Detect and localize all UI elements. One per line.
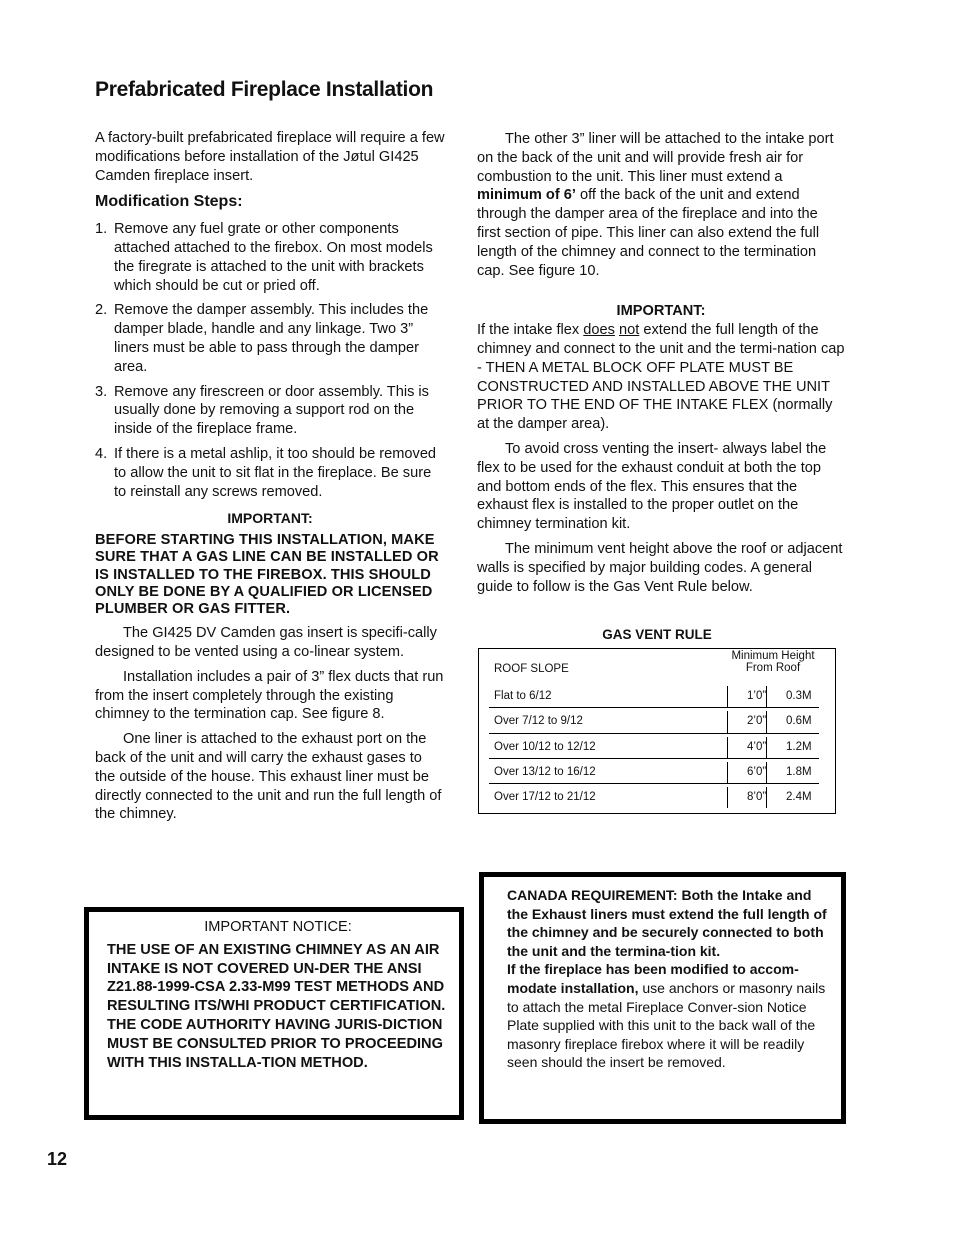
column-divider: [727, 762, 728, 783]
column-divider: [766, 686, 767, 707]
steps-list: [95, 220, 445, 501]
feet-cell: 8’0”: [747, 791, 767, 804]
table-row: [489, 758, 819, 783]
list-item: [95, 301, 445, 376]
list-item: [95, 445, 445, 501]
paragraph: [477, 130, 845, 280]
column-divider: [727, 711, 728, 732]
column-divider: [766, 762, 767, 783]
canada-requirement-box: [479, 872, 846, 1124]
slope-cell: Over 17/12 to 21/12: [494, 791, 596, 804]
meters-cell: 2.4M: [786, 791, 812, 804]
paragraph: [477, 321, 845, 434]
canada-requirement-bold: CANADA REQUIREMENT: Both the Intake and the Exhaust liners must extend the full length of the chimney and be securely connected to both the unit and the termina-tion kit.: [507, 887, 827, 959]
text-run: If the intake flex: [477, 322, 584, 339]
underlined-word: does: [583, 322, 615, 339]
step-number: 2.: [95, 302, 108, 319]
important-notice-box: [84, 907, 464, 1120]
step-number: 1.: [95, 221, 108, 238]
list-item: [95, 383, 445, 439]
meters-cell: 1.2M: [786, 740, 812, 753]
underlined-word: not: [619, 322, 640, 339]
step-text: Remove any fuel grate or other components attached attached to the firebox. On most models the firegrate is attached to the unit with brackets which should be cut or pried off.: [114, 221, 433, 294]
column-header: Minimum Height From Roof: [731, 650, 815, 674]
notice-text: THE USE OF AN EXISTING CHIMNEY AS AN AIR INTAKE IS NOT COVERED UN-DER THE ANSI Z21.88-1999-CSA 2.33-M99 TEST METHODS AND RESULTING ITS/WHI PRODUCT CERTIFICATION. THE CODE AUTHORITY HAVING JURIS-DICTION MUST BE CONSULTED PRIOR TO PROCEEDING WITH THIS INSTALLA-TION METHOD.: [107, 941, 446, 1071]
gas-vent-table: [478, 648, 836, 814]
paragraph: One liner is attached to the exhaust port on the back of the unit and will carry the exhaust gases to the outside of the house. This exhaust liner must be directly connected to the unit and run the full length of the chimney.: [95, 731, 442, 823]
text-run: extend the full length of the chimney and connect to the unit and the termi-nation cap - THEN A METAL BLOCK OFF PLATE MUST BE CONSTRUCTED AND INSTALLED ABOVE THE UNIT PRIOR TO THE END OF THE INTAKE FLEX (normally at the damper area).: [477, 322, 845, 433]
slope-cell: Flat to 6/12: [494, 690, 552, 702]
table-title: GAS VENT RULE: [602, 627, 712, 642]
paragraph: To avoid cross venting the insert- always label the flex to be used for the exhaust conduit at both the top and bottom ends of the flex. This ensures that the exhaust flex is installed to the proper outlet on the chimney termination kit.: [477, 440, 827, 533]
feet-cell: 2’0”: [747, 715, 767, 728]
step-number: 4.: [95, 445, 108, 462]
text-run: The other 3” liner will be attached to the intake port on the back of the unit and will provide fresh air for combustion to the unit. This liner must extend a: [477, 131, 834, 185]
column-divider: [766, 711, 767, 732]
feet-cell: 6’0”: [747, 765, 767, 778]
column-divider: [766, 737, 767, 758]
paragraph: The GI425 DV Camden gas insert is specifi-cally designed to be vented using a co-linear system.: [95, 625, 437, 660]
feet-cell: 1’0”: [747, 690, 767, 702]
slope-cell: Over 10/12 to 12/12: [494, 740, 596, 753]
list-item: [95, 220, 445, 295]
meters-cell: 0.6M: [786, 715, 812, 728]
column-divider: [727, 787, 728, 808]
meters-cell: 1.8M: [786, 765, 812, 778]
right-column: [477, 130, 845, 596]
page-number: 12: [47, 1149, 68, 1169]
column-divider: [766, 787, 767, 808]
text-run: off the back of the unit and extend through the damper area of the fireplace and into the first section of pipe. This liner can also extend the full length of the chimney and connect to the termination cap. See figure 10.: [477, 187, 820, 279]
step-text: Remove any firescreen or door assembly. This is usually done by removing a support rod on the inside of the fireplace frame.: [114, 383, 429, 438]
feet-cell: 4’0”: [747, 740, 767, 753]
intro-paragraph: A factory-built prefabricated fireplace will require a few modifications before installation of the Jøtul GI425 Camden fireplace insert.: [95, 130, 445, 184]
column-header: ROOF SLOPE: [494, 663, 569, 675]
step-number: 3.: [95, 383, 108, 400]
modified-fireplace-bold: If the fireplace has been modified to accom-modate installation,: [507, 961, 799, 996]
important-heading: IMPORTANT:: [616, 303, 706, 320]
table-row: [489, 707, 819, 732]
important-heading: IMPORTANT:: [227, 510, 313, 527]
paragraph: The minimum vent height above the roof or adjacent walls is specified by major building codes. A general guide to follow is the Gas Vent Rule below.: [477, 540, 843, 595]
page-title: Prefabricated Fireplace Installation: [95, 78, 434, 101]
notice-heading: IMPORTANT NOTICE:: [204, 919, 352, 935]
left-column: [95, 129, 445, 824]
bold-run: minimum of 6’: [477, 187, 576, 204]
table-row: [489, 783, 819, 808]
step-text: If there is a metal ashlip, it too should be removed to allow the unit to sit flat in the fireplace. Be sure to reinstall any screws removed.: [114, 445, 437, 500]
slope-cell: Over 13/12 to 16/12: [494, 765, 596, 778]
slope-cell: Over 7/12 to 9/12: [494, 715, 583, 728]
table-row: [489, 682, 819, 707]
table-row: [489, 733, 819, 758]
paragraph: Installation includes a pair of 3” flex ducts that run from the insert completely through the existing chimney to the termination cap. See figure 8.: [95, 668, 444, 723]
gas-line-warning: BEFORE STARTING THIS INSTALLATION, MAKE SURE THAT A GAS LINE CAN BE INSTALLED OR IS INSTALLED TO THE FIREBOX. THIS SHOULD ONLY BE DONE BY A QUALIFIED OR LICENSED PLUMBER OR GAS FITTER.: [95, 532, 439, 617]
step-text: Remove the damper assembly. This includes the damper blade, handle and any linkage. Two 3” liners must be able to pass through the damper area.: [114, 302, 429, 375]
column-divider: [727, 737, 728, 758]
meters-cell: 0.3M: [786, 690, 812, 702]
steps-heading: Modification Steps:: [95, 193, 243, 211]
column-divider: [727, 686, 728, 707]
canada-requirement-text: use anchors or masonry nails to attach the metal Fireplace Conver-sion Notice Plate supplied with this unit to the back wall of the masonry fireplace firebox where it will be readily seen should the insert be removed.: [507, 979, 826, 1071]
